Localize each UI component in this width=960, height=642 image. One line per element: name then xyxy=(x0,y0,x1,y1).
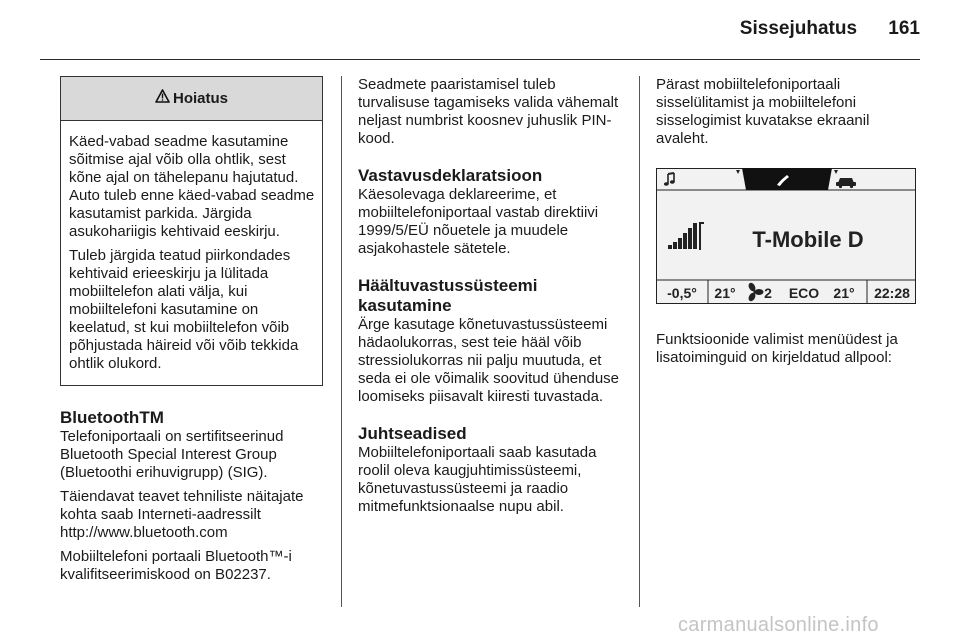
right-temperature: 21° xyxy=(833,285,855,301)
pin-paragraph: Seadmete paaristamisel tuleb turvalisuse tagamiseks valida vähemalt neljast numbrist koosnev juhuslik PIN-kood. xyxy=(358,76,619,147)
left-temperature: 21° xyxy=(714,285,736,301)
fan-level: 2 xyxy=(764,285,772,301)
column-divider-1 xyxy=(341,76,342,607)
bluetooth-heading: BluetoothTM xyxy=(60,408,164,427)
warning-paragraph: Käed-vabad seadme kasutamine sõitmise ajal võib olla ohtlik, sest kõne ajal on tähelepanu hajutatud. Auto tuleb enne käed-vabad seadme kasutamist parkida. Järgida asukohariigis kehtivaid eeskirju. xyxy=(69,133,315,240)
conformity-paragraph: Käesolevaga deklareerime, et mobiiltelefoniportaal vastab direktiivi 1999/5/EÜ nõuetele ja muudele asjakohastele sätetele. xyxy=(358,186,599,257)
column-2 xyxy=(358,76,624,516)
voice-heading-line: Häältuvastussüsteemi xyxy=(358,276,538,295)
bluetooth-paragraph: Mobiiltelefoni portaali Bluetooth™-i kvalifitseerimiskood on B02237. xyxy=(60,548,292,583)
column-3 xyxy=(656,76,920,367)
column-divider-2 xyxy=(639,76,640,607)
header-rule xyxy=(40,59,920,60)
voice-paragraph: Ärge kasutage kõnetuvastussüsteemi hädaolukorras, sest teie hääl võib stressiolukorras nii palju muutuda, et seda ei ole võimalik soovitud ühenduse loomiseks piisavalt kiiresti tuvastada. xyxy=(358,316,619,405)
outside-temperature: -0,5° xyxy=(667,285,697,301)
warning-title-bar xyxy=(61,77,322,121)
phone-portal-display xyxy=(656,168,916,304)
watermark: carmanualsonline.info xyxy=(678,614,879,636)
page-header xyxy=(40,18,920,42)
carrier-name: T-Mobile D xyxy=(752,227,864,252)
warning-paragraph: Tuleb järgida teatud piirkondades kehtivaid erieeskirju ja lülitada mobiiltelefon alati välja, kui mobiiltelefoni kasutamine on keelatud, st kui mobiiltelefon võib põhjustada häireid või võib tekkida ohtlik olukord. xyxy=(69,247,299,372)
climate-mode: ECO xyxy=(788,285,820,301)
warning-box xyxy=(60,76,323,386)
bluetooth-paragraph: Telefoniportaali on sertifitseerinud Bluetooth Special Interest Group (Bluetoothi erihuvigrupp) (SIG). xyxy=(60,428,284,481)
menu-description: Funktsioonide valimist menüüdest ja lisatoiminguid on kirjeldatud allpool: xyxy=(656,331,898,366)
column-1 xyxy=(60,76,322,590)
intro-paragraph: Pärast mobiiltelefoniportaali sisselülitamist ja mobiiltelefoni sisselogimist kuvatakse ekraanil avaleht. xyxy=(656,76,870,147)
controls-paragraph: Mobiiltelefoniportaali saab kasutada roolil oleva kaugjuhtimissüsteemi, kõnetuvastussüsteemi ja raadio mitmefunktsionaalse nupu abil. xyxy=(358,444,597,515)
section-title: Sissejuhatus xyxy=(739,18,858,39)
warning-body xyxy=(61,121,322,385)
voice-heading-line: kasutamine xyxy=(358,296,452,315)
controls-heading: Juhtseadised xyxy=(358,424,467,443)
warning-triangle-icon xyxy=(155,89,170,108)
warning-title: Hoiatus xyxy=(172,89,228,107)
phone-tab-active xyxy=(742,168,832,190)
clock: 22:28 xyxy=(874,285,910,301)
voice-heading xyxy=(358,276,624,316)
page-number: 161 xyxy=(888,18,920,39)
bluetooth-paragraph: Täiendavat teavet tehniliste näitajate kohta saab Interneti-aadressilt http://www.bluetooth.com xyxy=(60,488,304,541)
conformity-heading: Vastavusdeklaratsioon xyxy=(358,166,543,185)
